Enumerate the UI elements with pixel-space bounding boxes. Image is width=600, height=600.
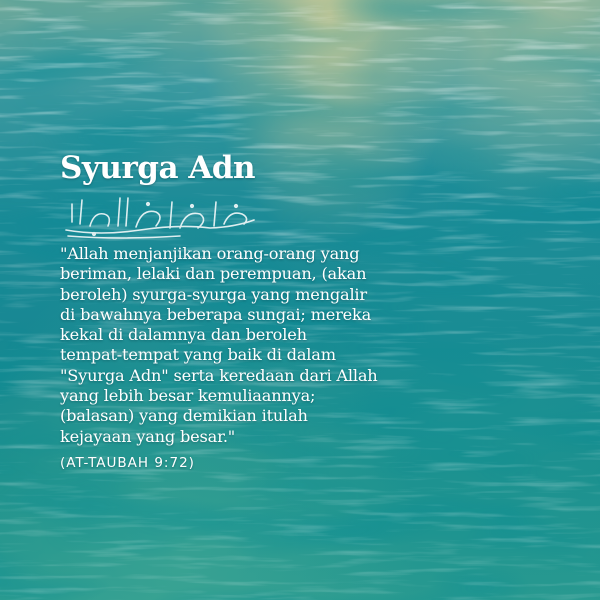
verse-block <box>60 150 430 471</box>
verse-text: "Allah menjanjikan orang-orang yang beriman, lelaki dan perempuan, (akan beroleh) syurga-syurga yang mengalir di bawahnya beberapa sungai; mereka kekal di dalamnya dan beroleh tempat-tempat yang baik di dalam "Syurga Adn" serta keredaan dari Allah yang lebih besar kemuliaannya; (balasan) yang demikian itulah kejayaan yang besar." <box>60 244 378 446</box>
bismillah-calligraphy <box>60 190 260 240</box>
verse-citation: (AT-TAUBAH 9:72) <box>60 454 195 471</box>
poster-title: Syurga Adn <box>60 150 256 186</box>
